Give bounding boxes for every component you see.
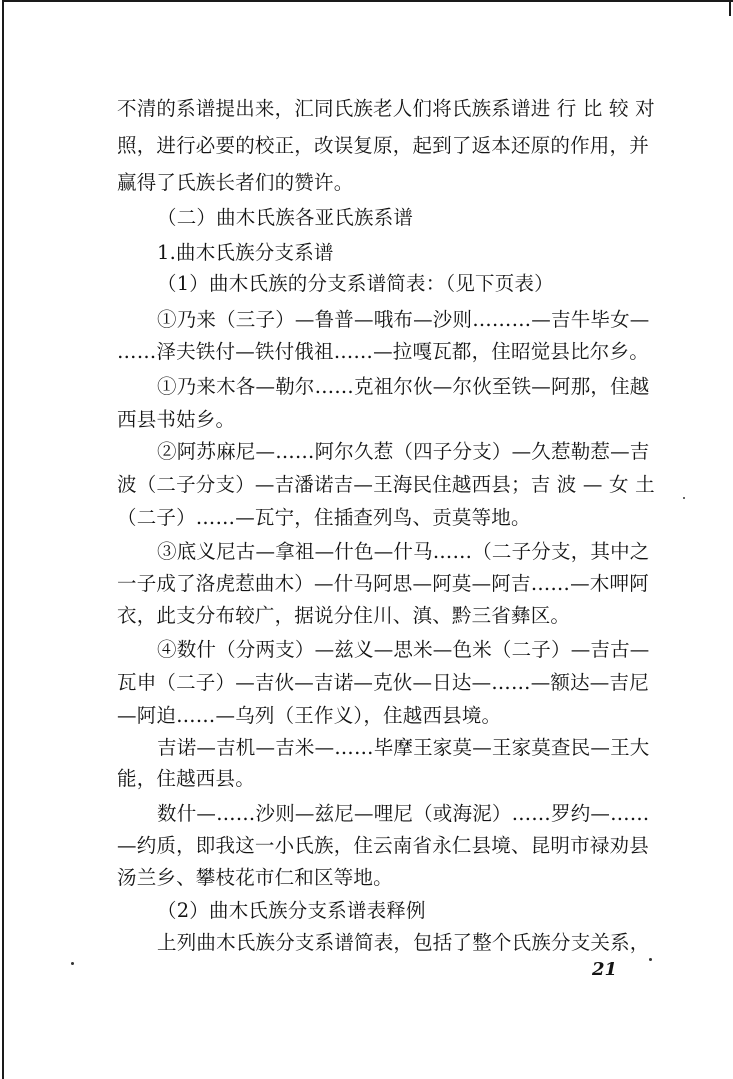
text-line: ①乃来（三子）—鲁普—哦布—沙则………—吉牛毕女— [157,308,650,331]
text-line: 赢得了氏族长者们的赞许。 [117,171,354,194]
text-line: ①乃来木各—勒尔……克祖尔伙—尔伙至铁—阿那，住越 [157,375,650,398]
section-heading: （二）曲木氏族各亚氏族系谱 [157,206,414,229]
scan-speck [649,958,652,961]
text-line: 衣，此支分布较广，据说分住川、滇、黔三省彝区。 [117,604,571,627]
text-line: ③底义尼古—拿祖—什色—什马……（二子分支，其中之 [157,540,650,563]
sub-subsection-heading: （1）曲木氏族的分支系谱简表：（见下页表） [157,272,554,295]
text-line: 能，住越西县。 [117,767,255,790]
text-line: ……泽夫铁付—铁付俄祖……—拉嘎瓦都，住昭觉县比尔乡。 [117,340,649,363]
subsection-heading: 1.曲木氏族分支系谱 [157,241,334,264]
page-number: 21 [592,959,618,980]
sub-subsection-heading: （2）曲木氏族分支系谱表释例 [157,899,426,922]
text-line: 西县书姑乡。 [117,408,236,431]
text-line: 上列曲木氏族分支系谱简表，包括了整个氏族分支关系， [157,931,650,954]
text-line: （二子）……—瓦宁，住插查列鸟、贡莫等地。 [117,506,531,529]
text-line: —阿迫……—乌列（王作义），住越西县境。 [117,704,502,727]
text-line: 一子成了洛虎惹曲木）—什马阿思—阿莫—阿吉……—木呷阿 [117,572,649,595]
text-line: 波（二子分支）—吉潘诺吉—王海民住越西县；吉 波 — 女 土 [117,473,655,496]
text-line: 吉诺—吉机—吉米—……毕摩王家莫—王家莫查民—王大 [157,736,650,759]
scan-speck [683,497,685,499]
text-line: ④数什（分两支）—兹义—思米—色米（二子）—吉古— [157,638,650,661]
text-line: 汤兰乡、攀枝花市仁和区等地。 [117,866,393,889]
text-line: 照，进行必要的校正，改误复原，起到了返本还原的作用，并 [117,134,649,157]
text-line: 数什—……沙则—兹尼—哩尼（或海泥）……罗约—…… [157,802,650,825]
text-line: 瓦申（二子）—吉伙—吉诺—克伙—日达—……—额达—吉尼 [117,671,649,694]
text-line: 不清的系谱提出来，汇同氏族老人们将氏族系谱进 行 比 较 对 [117,97,655,120]
text-line: —约质，即我这一小氏族，住云南省永仁县境、昆明市禄劝县 [117,834,649,857]
scan-speck [71,962,74,965]
text-line: ②阿苏麻尼—……阿尔久惹（四子分支）—久惹勒惹—吉 [157,440,650,463]
